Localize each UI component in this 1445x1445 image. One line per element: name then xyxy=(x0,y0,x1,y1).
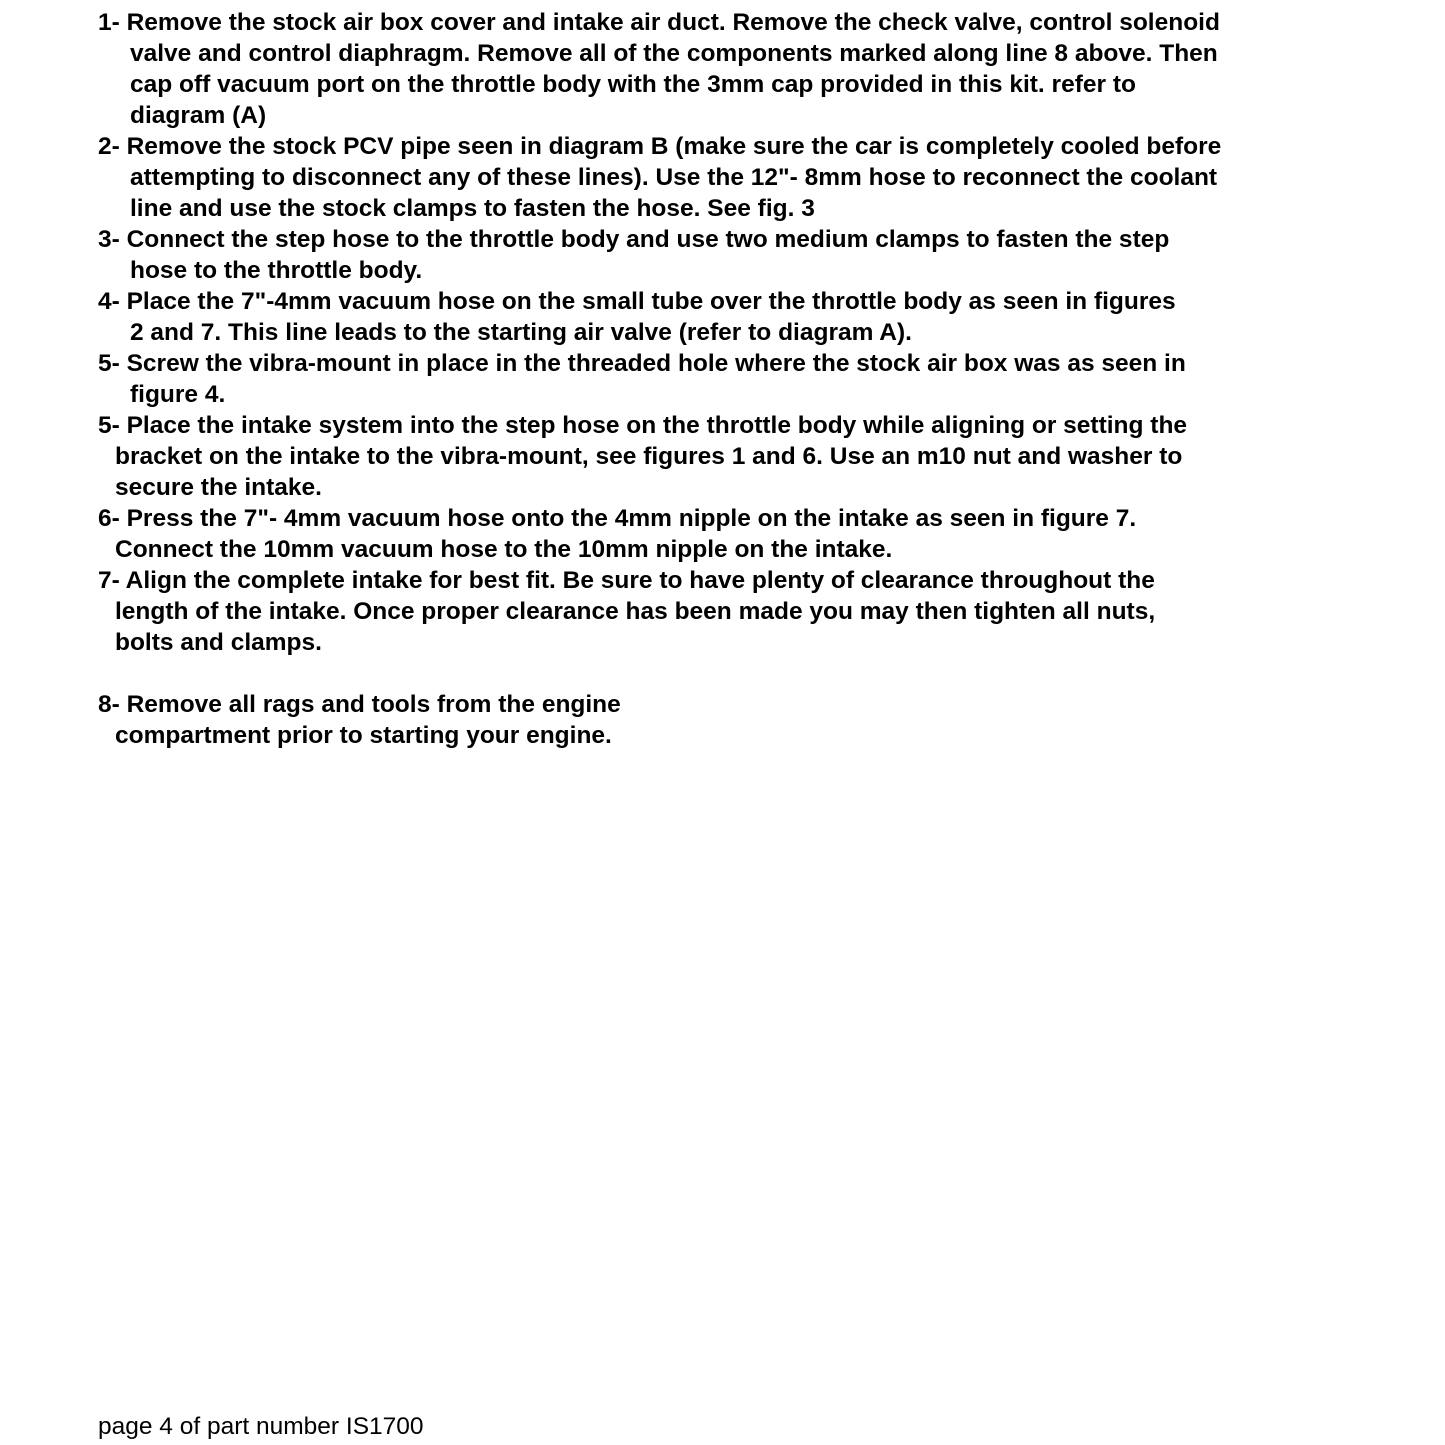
step-6-line-2: Connect the 10mm vacuum hose to the 10mm nipple on the intake. xyxy=(115,536,893,563)
instruction-step-2 xyxy=(98,131,1358,224)
step-5a-line-2: figure 4. xyxy=(130,381,226,408)
instruction-step-4 xyxy=(98,286,1358,348)
instruction-step-3 xyxy=(98,224,1358,286)
step-2-line-3: line and use the stock clamps to fasten the hose. See fig. 3 xyxy=(130,195,815,222)
step-5b-line-3: secure the intake. xyxy=(115,474,322,501)
step-1-line-4: diagram (A) xyxy=(130,102,267,129)
step-8-line-2: compartment prior to starting your engine. xyxy=(115,722,612,749)
step-3-line-2: hose to the throttle body. xyxy=(130,257,423,284)
blank-line xyxy=(98,658,1358,689)
instruction-step-5a xyxy=(98,348,1358,410)
instruction-step-7 xyxy=(98,565,1358,658)
step-7-line-3: bolts and clamps. xyxy=(115,629,322,656)
step-1-line-3: cap off vacuum port on the throttle body with the 3mm cap provided in this kit. refer to xyxy=(130,71,1136,98)
instruction-step-1 xyxy=(98,7,1358,131)
instruction-step-5b xyxy=(98,410,1358,503)
step-3-line-1: 3- Connect the step hose to the throttle body and use two medium clamps to fasten the step xyxy=(98,226,1170,253)
step-1-line-2: valve and control diaphragm. Remove all of the components marked along line 8 above. Then xyxy=(130,40,1218,67)
step-1-line-1: 1- Remove the stock air box cover and intake air duct. Remove the check valve, control solenoid xyxy=(98,9,1220,36)
step-4-line-1: 4- Place the 7"-4mm vacuum hose on the small tube over the throttle body as seen in figures xyxy=(98,288,1176,315)
step-5b-line-1: 5- Place the intake system into the step hose on the throttle body while aligning or setting the xyxy=(98,412,1188,439)
instruction-list xyxy=(98,7,1358,751)
step-4-line-2: 2 and 7. This line leads to the starting air valve (refer to diagram A). xyxy=(130,319,912,346)
step-2-line-1: 2- Remove the stock PCV pipe seen in diagram B (make sure the car is completely cooled before xyxy=(98,133,1222,160)
instruction-step-8 xyxy=(98,689,1358,751)
step-2-line-2: attempting to disconnect any of these lines). Use the 12"- 8mm hose to reconnect the coolant xyxy=(130,164,1218,191)
step-5a-line-1: 5- Screw the vibra-mount in place in the threaded hole where the stock air box was as seen in xyxy=(98,350,1186,377)
instruction-step-6 xyxy=(98,503,1358,565)
page-footer: page 4 of part number IS1700 xyxy=(98,1413,424,1440)
step-7-line-1: 7- Align the complete intake for best fit. Be sure to have plenty of clearance throughout the xyxy=(98,567,1155,594)
step-5b-line-2: bracket on the intake to the vibra-mount, see figures 1 and 6. Use an m10 nut and washer to xyxy=(115,443,1183,470)
step-7-line-2: length of the intake. Once proper clearance has been made you may then tighten all nuts, xyxy=(115,598,1156,625)
step-6-line-1: 6- Press the 7"- 4mm vacuum hose onto the 4mm nipple on the intake as seen in figure 7. xyxy=(98,505,1137,532)
step-8-line-1: 8- Remove all rags and tools from the engine xyxy=(98,691,621,718)
